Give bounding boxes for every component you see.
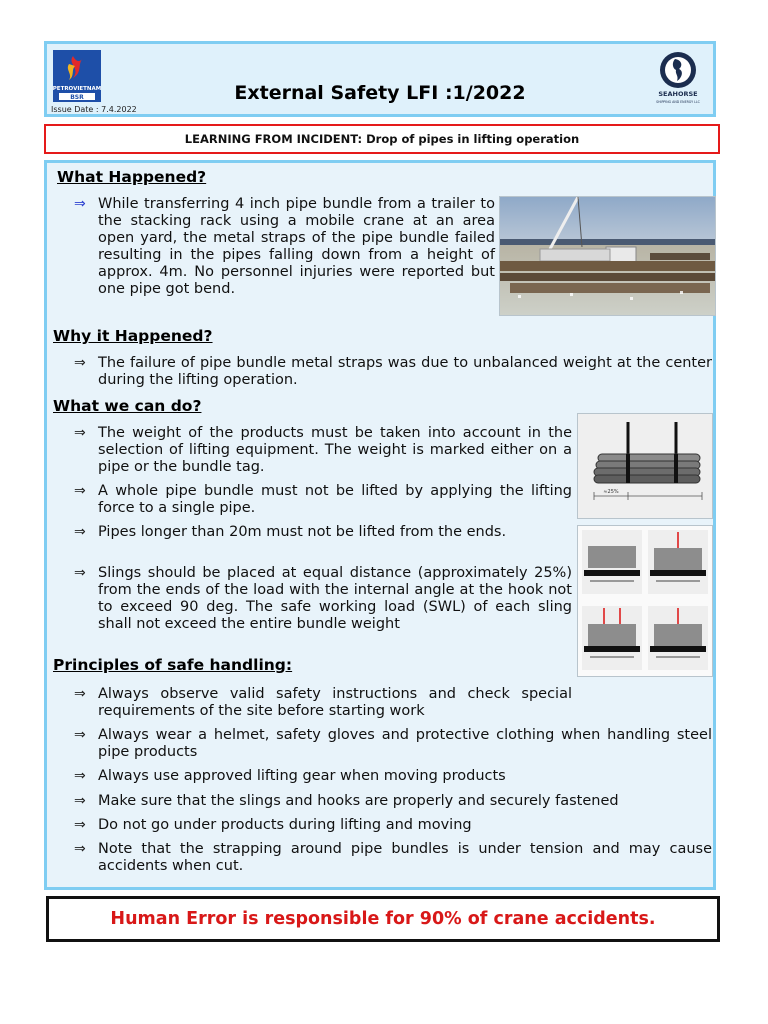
what-we-can-do-text: Slings should be placed at equal distance (approximately 25%) from the ends of the load with the internal angle at the hook not to exceed 90 deg. The safe working load (SWL) of each sling shall not exceed the entire bundle weight — [98, 565, 572, 632]
document-header — [44, 41, 716, 117]
what-happened-text: While transferring 4 inch pipe bundle from a trailer to the stacking rack using a mobile crane at an area open yard, the metal straps of the pipe bundle failed resulting in the pipes falling down from a height of approx. 4m. No personnel injuries were reported but one pipe got bend. — [98, 196, 495, 297]
what-we-can-do-item-3 — [74, 524, 572, 541]
principles-item-2 — [74, 727, 712, 761]
what-happened-item — [74, 196, 495, 298]
what-we-can-do-heading: What we can do? — [53, 397, 202, 415]
seahorse-logo — [655, 50, 701, 106]
what-we-can-do-item-2 — [74, 483, 572, 517]
petrovietnam-logo-text: PETROVIETNAM — [53, 86, 101, 92]
what-we-can-do-item-1 — [74, 425, 572, 476]
content-panel — [44, 160, 716, 890]
principles-text: Always observe valid safety instructions and check special requirements of the site before starting work — [98, 686, 572, 719]
principles-item-4 — [74, 793, 712, 810]
pipe-bundle-sling-diagram — [577, 413, 713, 519]
lfi-banner: LEARNING FROM INCIDENT: Drop of pipes in lifting operation — [44, 124, 720, 154]
arrow-icon: ⇒ — [74, 483, 86, 499]
arrow-icon: ⇒ — [74, 841, 86, 857]
arrow-icon: ⇒ — [74, 565, 86, 581]
what-happened-heading: What Happened? — [57, 168, 207, 186]
why-happened-text: The failure of pipe bundle metal straps was due to unbalanced weight at the center during the lifting operation. — [98, 355, 712, 388]
principles-item-3 — [74, 768, 712, 785]
crane-incident-photo — [499, 196, 716, 316]
issue-date: Issue Date : 7.4.2022 — [51, 105, 137, 114]
arrow-icon: ⇒ — [74, 727, 86, 743]
what-we-can-do-item-4 — [74, 565, 572, 633]
principles-item-5 — [74, 817, 712, 834]
arrow-icon: ⇒ — [74, 768, 86, 784]
principles-text: Always use approved lifting gear when moving products — [98, 768, 506, 784]
principles-text: Do not go under products during lifting and moving — [98, 817, 472, 833]
what-we-can-do-text: A whole pipe bundle must not be lifted by applying the lifting force to a single pipe. — [98, 483, 572, 516]
arrow-icon: ⇒ — [74, 686, 86, 702]
why-happened-heading: Why it Happened? — [53, 327, 213, 345]
why-happened-item — [74, 355, 712, 389]
lifting-steps-diagram — [577, 525, 713, 677]
arrow-icon: ⇒ — [74, 817, 86, 833]
what-we-can-do-text: The weight of the products must be taken into account in the selection of lifting equipment. The weight is marked either on a pipe or the bundle tag. — [98, 425, 572, 475]
principles-text: Make sure that the slings and hooks are properly and securely fastened — [98, 793, 619, 809]
arrow-icon: ⇒ — [74, 425, 86, 441]
principles-item-1 — [74, 686, 572, 720]
principles-item-6 — [74, 841, 712, 875]
sling-position-label: ≈25% — [603, 489, 619, 495]
seahorse-logo-subtext: SHIPPING AND ENERGY LLC — [656, 100, 700, 104]
principles-text: Note that the strapping around pipe bundles is under tension and may cause accidents when cut. — [98, 841, 712, 874]
arrow-icon: ⇒ — [74, 196, 86, 212]
arrow-icon: ⇒ — [74, 793, 86, 809]
human-error-footer: Human Error is responsible for 90% of crane accidents. — [46, 896, 720, 942]
bsr-logo-text: BSR — [70, 94, 84, 101]
page-title: External Safety LFI :1/2022 — [234, 82, 526, 104]
seahorse-logo-text: SEAHORSE — [658, 90, 698, 98]
arrow-icon: ⇒ — [74, 355, 86, 371]
principles-text: Always wear a helmet, safety gloves and protective clothing when handling steel pipe products — [98, 727, 712, 760]
what-we-can-do-text: Pipes longer than 20m must not be lifted from the ends. — [98, 524, 507, 540]
arrow-icon: ⇒ — [74, 524, 86, 540]
principles-heading: Principles of safe handling: — [53, 656, 293, 674]
